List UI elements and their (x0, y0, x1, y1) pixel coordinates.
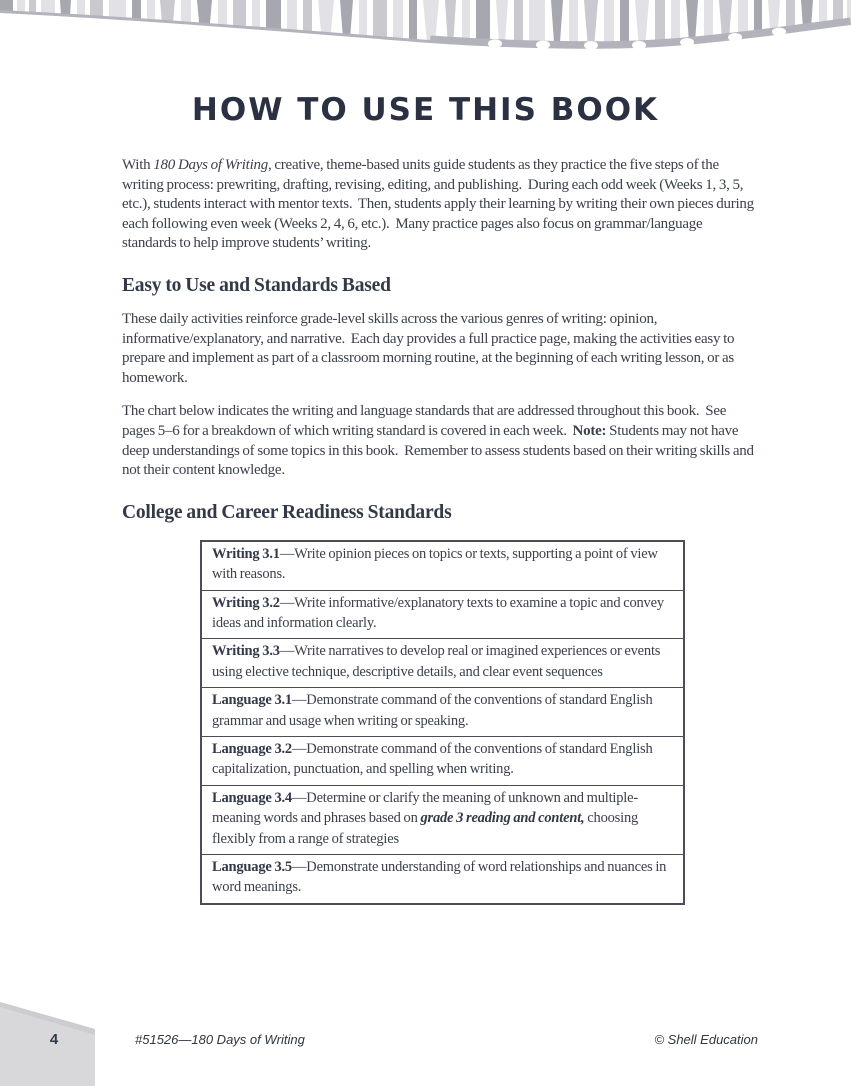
bold-text: Writing 3.2 (212, 594, 280, 611)
text-run: —Determine or clarify the meaning of unknown and multiple-meaning words and phrases based on (212, 789, 638, 827)
paragraph-chart-note (122, 402, 758, 480)
standards-table-row (201, 590, 684, 639)
bold-text: Writing 3.1 (212, 545, 280, 562)
bold-italic-text: grade 3 reading and content, (420, 810, 585, 827)
standards-table-row (201, 785, 684, 854)
standard-cell (201, 688, 684, 737)
text-run: , creative, theme-based units guide students as they practice the five steps of the writing process: prewriting, drafting, revising, editing, and publishing. During each odd week (Weeks 1, 3, 5, etc.), students interact with mentor texts. Then, students apply their learning by writing their own pieces during each following even week (Weeks 2, 4, 6, etc.). Many practice pages also focus on grammar/language standards to help improve students’ writing. (122, 157, 757, 252)
content-column (122, 156, 758, 905)
standard-cell (201, 639, 684, 688)
section-heading-ccr-standards: College and Career Readiness Standards (122, 501, 452, 523)
standard-cell (201, 541, 684, 590)
footer-publisher: © Shell Education (654, 1032, 758, 1047)
bold-text: Language 3.2 (212, 740, 292, 757)
decorative-top-border (0, 0, 851, 58)
intro-paragraph (122, 156, 758, 254)
text-run: choosing flexibly from a range of strategies (212, 810, 641, 847)
standards-table-row (201, 688, 684, 737)
section-heading-easy-to-use: Easy to Use and Standards Based (122, 274, 391, 296)
footer-book-code: #51526—180 Days of Writing (135, 1032, 305, 1047)
standard-cell (201, 855, 684, 904)
text-run: —Write opinion pieces on topics or texts, supporting a point of view with reasons. (212, 545, 661, 583)
bold-text: Note: (572, 422, 607, 439)
text-run: —Write narratives to develop real or imagined experiences or events using elective technique, descriptive details, and clear event sequences (212, 643, 664, 680)
page-title: HOW TO USE THIS BOOK (191, 92, 660, 128)
standards-table (200, 540, 685, 905)
text-run: Students may not have deep understandings of some topics in this book. Remember to assess students based on their writing skills and not their content knowledge. (122, 422, 757, 479)
standards-table-body (201, 541, 684, 904)
standard-cell (201, 590, 684, 639)
text-run: —Write informative/explanatory texts to examine a topic and convey ideas and information clearly. (212, 594, 667, 631)
text-run: With (122, 157, 154, 173)
standard-cell (201, 785, 684, 854)
bold-text: Language 3.4 (212, 789, 292, 806)
text-run: —Demonstrate understanding of word relationships and nuances in word meanings. (212, 859, 670, 896)
standards-table-row (201, 639, 684, 688)
text-run: —Demonstrate command of the conventions of standard English capitalization, punctuation, and spelling when writing. (212, 740, 656, 778)
italic-text: 180 Days of Writing (153, 157, 268, 173)
paragraph-daily-activities (122, 310, 758, 388)
bold-text: Language 3.1 (212, 692, 292, 709)
standards-table-row (201, 855, 684, 904)
page-number: 4 (49, 1031, 59, 1048)
standards-table-row (201, 541, 684, 590)
standard-cell (201, 736, 684, 785)
standards-table-row (201, 736, 684, 785)
text-run: These daily activities reinforce grade-level skills across the various genres of writing: opinion, informative/explanatory, and narrative. Each day provides a full practice page, making the activities easy to prepare and implement as part of a classroom morning routine, at the beginning of each writing lesson, or as homework. (122, 310, 738, 386)
text-run: The chart below indicates the writing and language standards that are addressed throughout this book. See pages 5–6 for a breakdown of which writing standard is covered in each week. (122, 403, 730, 439)
bold-text: Writing 3.3 (212, 643, 280, 660)
text-run: —Demonstrate command of the conventions of standard English grammar and usage when writing or speaking. (212, 692, 656, 729)
bold-text: Language 3.5 (212, 859, 292, 875)
